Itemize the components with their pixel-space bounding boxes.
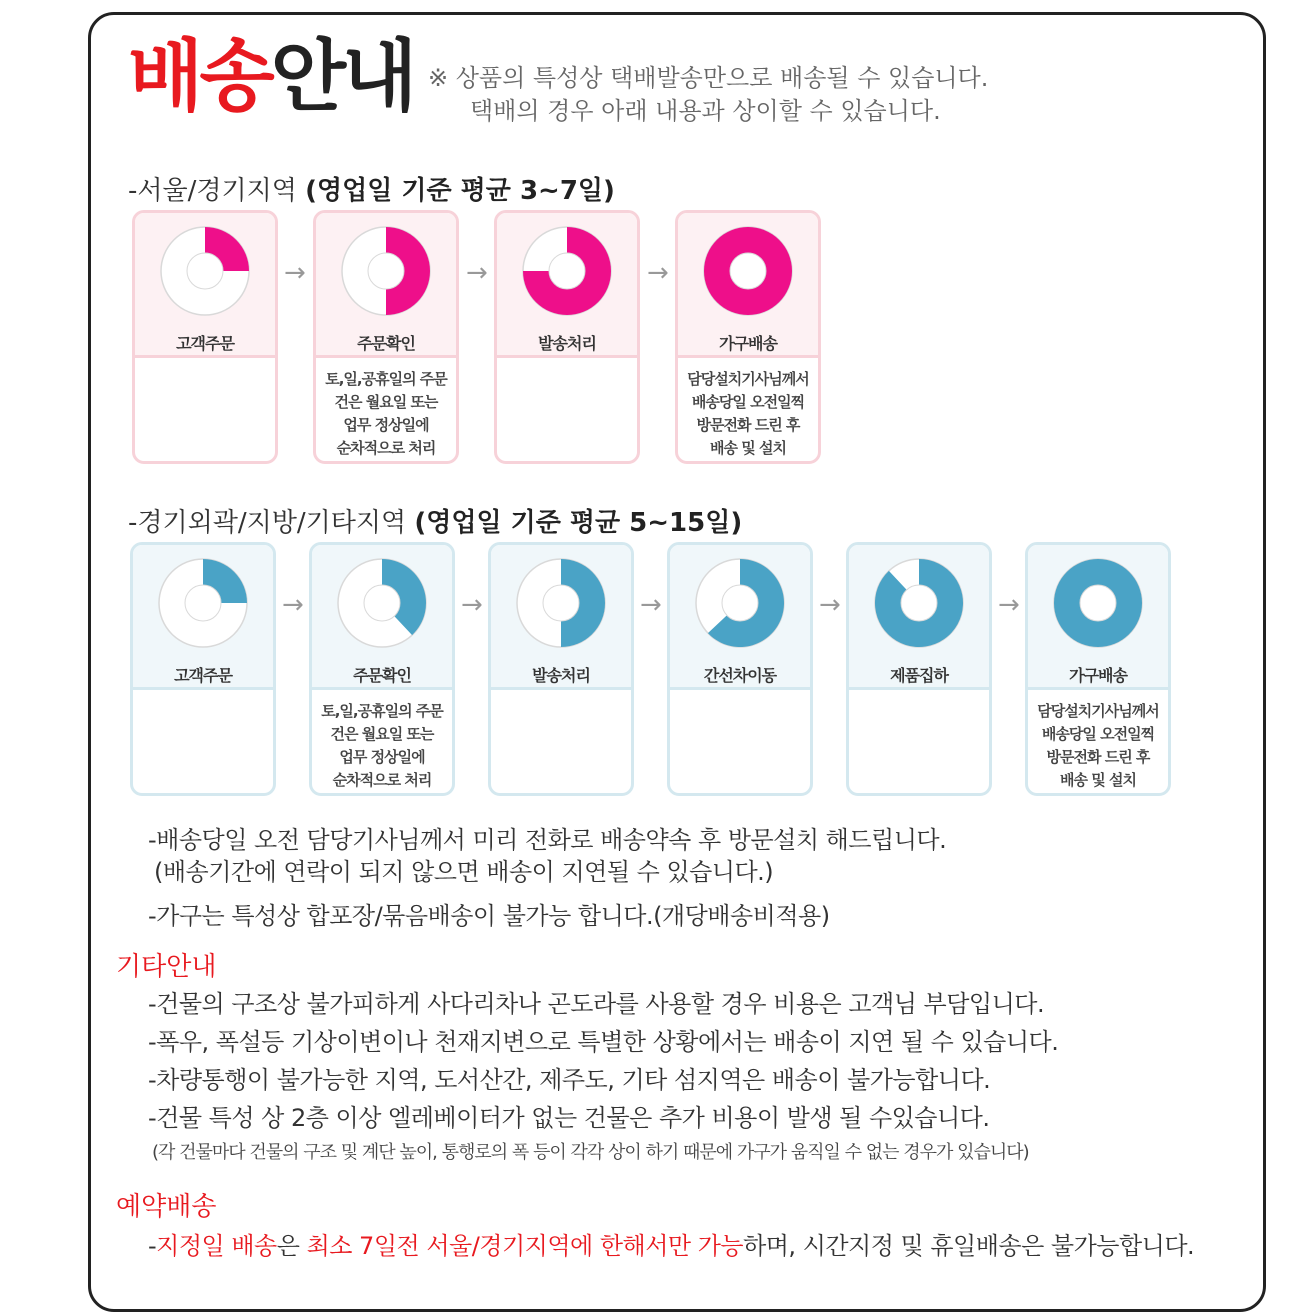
s1-step-desc	[135, 358, 275, 368]
arrow-icon: →	[640, 590, 662, 620]
s2-step-desc: 담당설치기사님께서 배송당일 오전일찍 방문전화 드린 후 배송 및 설치	[1037, 702, 1159, 789]
ring-hole	[187, 253, 223, 289]
arrow-icon: →	[461, 590, 483, 620]
s1-step-label: 가구배송	[719, 334, 777, 353]
s1-step-card	[494, 210, 640, 464]
s1-step-label: 고객주문	[176, 334, 234, 353]
s2-step-desc	[491, 690, 631, 700]
other-info-line: -건물 특성 상 2층 이상 엘레베이터가 없는 건물은 추가 비용이 발생 될 수있습니다.	[148, 1104, 990, 1132]
ring-hole	[901, 585, 937, 621]
s1-step-desc	[497, 358, 637, 368]
s2-step-label: 간선차이동	[703, 666, 777, 685]
section1-label: -서울/경기지역 (영업일 기준 평균 3~7일)	[128, 176, 615, 206]
s2-step-card	[667, 542, 813, 796]
other-info-heading: 기타안내	[116, 952, 217, 982]
arrow-icon: →	[282, 590, 304, 620]
s1-progress-ring	[159, 225, 251, 317]
s2-progress-ring	[694, 557, 786, 649]
s1-step-label: 발송처리	[538, 334, 596, 353]
s1-step-label: 주문확인	[357, 334, 415, 353]
ring-hole	[730, 253, 766, 289]
s1-step-desc: 토,일,공휴일의 주문 건은 월요일 또는 업무 정상일에 순차적으로 처리	[325, 370, 447, 457]
s1-step-card	[132, 210, 278, 464]
arrow-icon: →	[647, 258, 669, 288]
s2-step-label: 주문확인	[353, 666, 411, 685]
section2-label: -경기외곽/지방/기타지역 (영업일 기준 평균 5~15일)	[128, 508, 743, 538]
ring-hole	[1080, 585, 1116, 621]
s2-step-card	[488, 542, 634, 796]
s2-step-card	[130, 542, 276, 796]
ring-hole	[722, 585, 758, 621]
other-info-small-note: (각 건물마다 건물의 구조 및 계단 높이, 통행로의 폭 등이 각각 상이 하기 때문에 가구가 움직일 수 없는 경우가 있습니다)	[152, 1142, 1029, 1163]
s2-step-card	[846, 542, 992, 796]
s1-step-desc: 담당설치기사님께서 배송당일 오전일찍 방문전화 드린 후 배송 및 설치	[687, 370, 809, 457]
s2-step-label: 고객주문	[174, 666, 232, 685]
s2-step-desc: 토,일,공휴일의 주문 건은 월요일 또는 업무 정상일에 순차적으로 처리	[321, 702, 443, 789]
other-info-line: -폭우, 폭설등 기상이변이나 천재지변으로 특별한 상황에서는 배송이 지연 될 수 있습니다.	[148, 1028, 1059, 1056]
s2-progress-ring	[336, 557, 428, 649]
s1-step-card	[313, 210, 459, 464]
note-line2: 택배의 경우 아래 내용과 상이할 수 있습니다.	[470, 97, 941, 125]
s1-progress-ring	[702, 225, 794, 317]
s2-step-label: 가구배송	[1069, 666, 1127, 685]
s1-step-card	[675, 210, 821, 464]
s2-step-card	[1025, 542, 1171, 796]
s1-progress-ring	[521, 225, 613, 317]
reserve-heading: 예약배송	[116, 1192, 217, 1222]
s2-step-desc	[849, 690, 989, 700]
s2-step-label: 제품집하	[890, 666, 948, 685]
arrow-icon: →	[819, 590, 841, 620]
ring-hole	[364, 585, 400, 621]
s2-step-card	[309, 542, 455, 796]
note-line1: ※ 상품의 특성상 택배발송만으로 배송될 수 있습니다.	[428, 64, 989, 92]
s2-step-desc	[670, 690, 810, 700]
s2-step-label: 발송처리	[532, 666, 590, 685]
delivery-note-1: -배송당일 오전 담당기사님께서 미리 전화로 배송약속 후 방문설치 해드립니다.	[148, 826, 947, 854]
arrow-icon: →	[998, 590, 1020, 620]
s1-progress-ring	[340, 225, 432, 317]
other-info-line: -건물의 구조상 불가피하게 사다리차나 곤도라를 사용할 경우 비용은 고객님 부담입니다.	[148, 990, 1045, 1018]
ring-hole	[549, 253, 585, 289]
s2-step-desc	[133, 690, 273, 700]
page-title: 배송안내	[128, 32, 414, 122]
ring-hole	[185, 585, 221, 621]
other-info-line: -차량통행이 불가능한 지역, 도서산간, 제주도, 기타 섬지역은 배송이 불가능합니다.	[148, 1066, 991, 1094]
s2-progress-ring	[515, 557, 607, 649]
reserve-text: -지정일 배송은 최소 7일전 서울/경기지역에 한해서만 가능하며, 시간지정 및 휴일배송은 불가능합니다.	[148, 1232, 1195, 1260]
s2-progress-ring	[1052, 557, 1144, 649]
shipping-note	[428, 62, 988, 128]
arrow-icon: →	[466, 258, 488, 288]
s2-progress-ring	[157, 557, 249, 649]
delivery-note-3: -가구는 특성상 합포장/묶음배송이 불가능 합니다.(개당배송비적용)	[148, 902, 830, 930]
s2-progress-ring	[873, 557, 965, 649]
arrow-icon: →	[284, 258, 306, 288]
delivery-note-2: (배송기간에 연락이 되지 않으면 배송이 지연될 수 있습니다.)	[154, 858, 774, 886]
ring-hole	[368, 253, 404, 289]
ring-hole	[543, 585, 579, 621]
